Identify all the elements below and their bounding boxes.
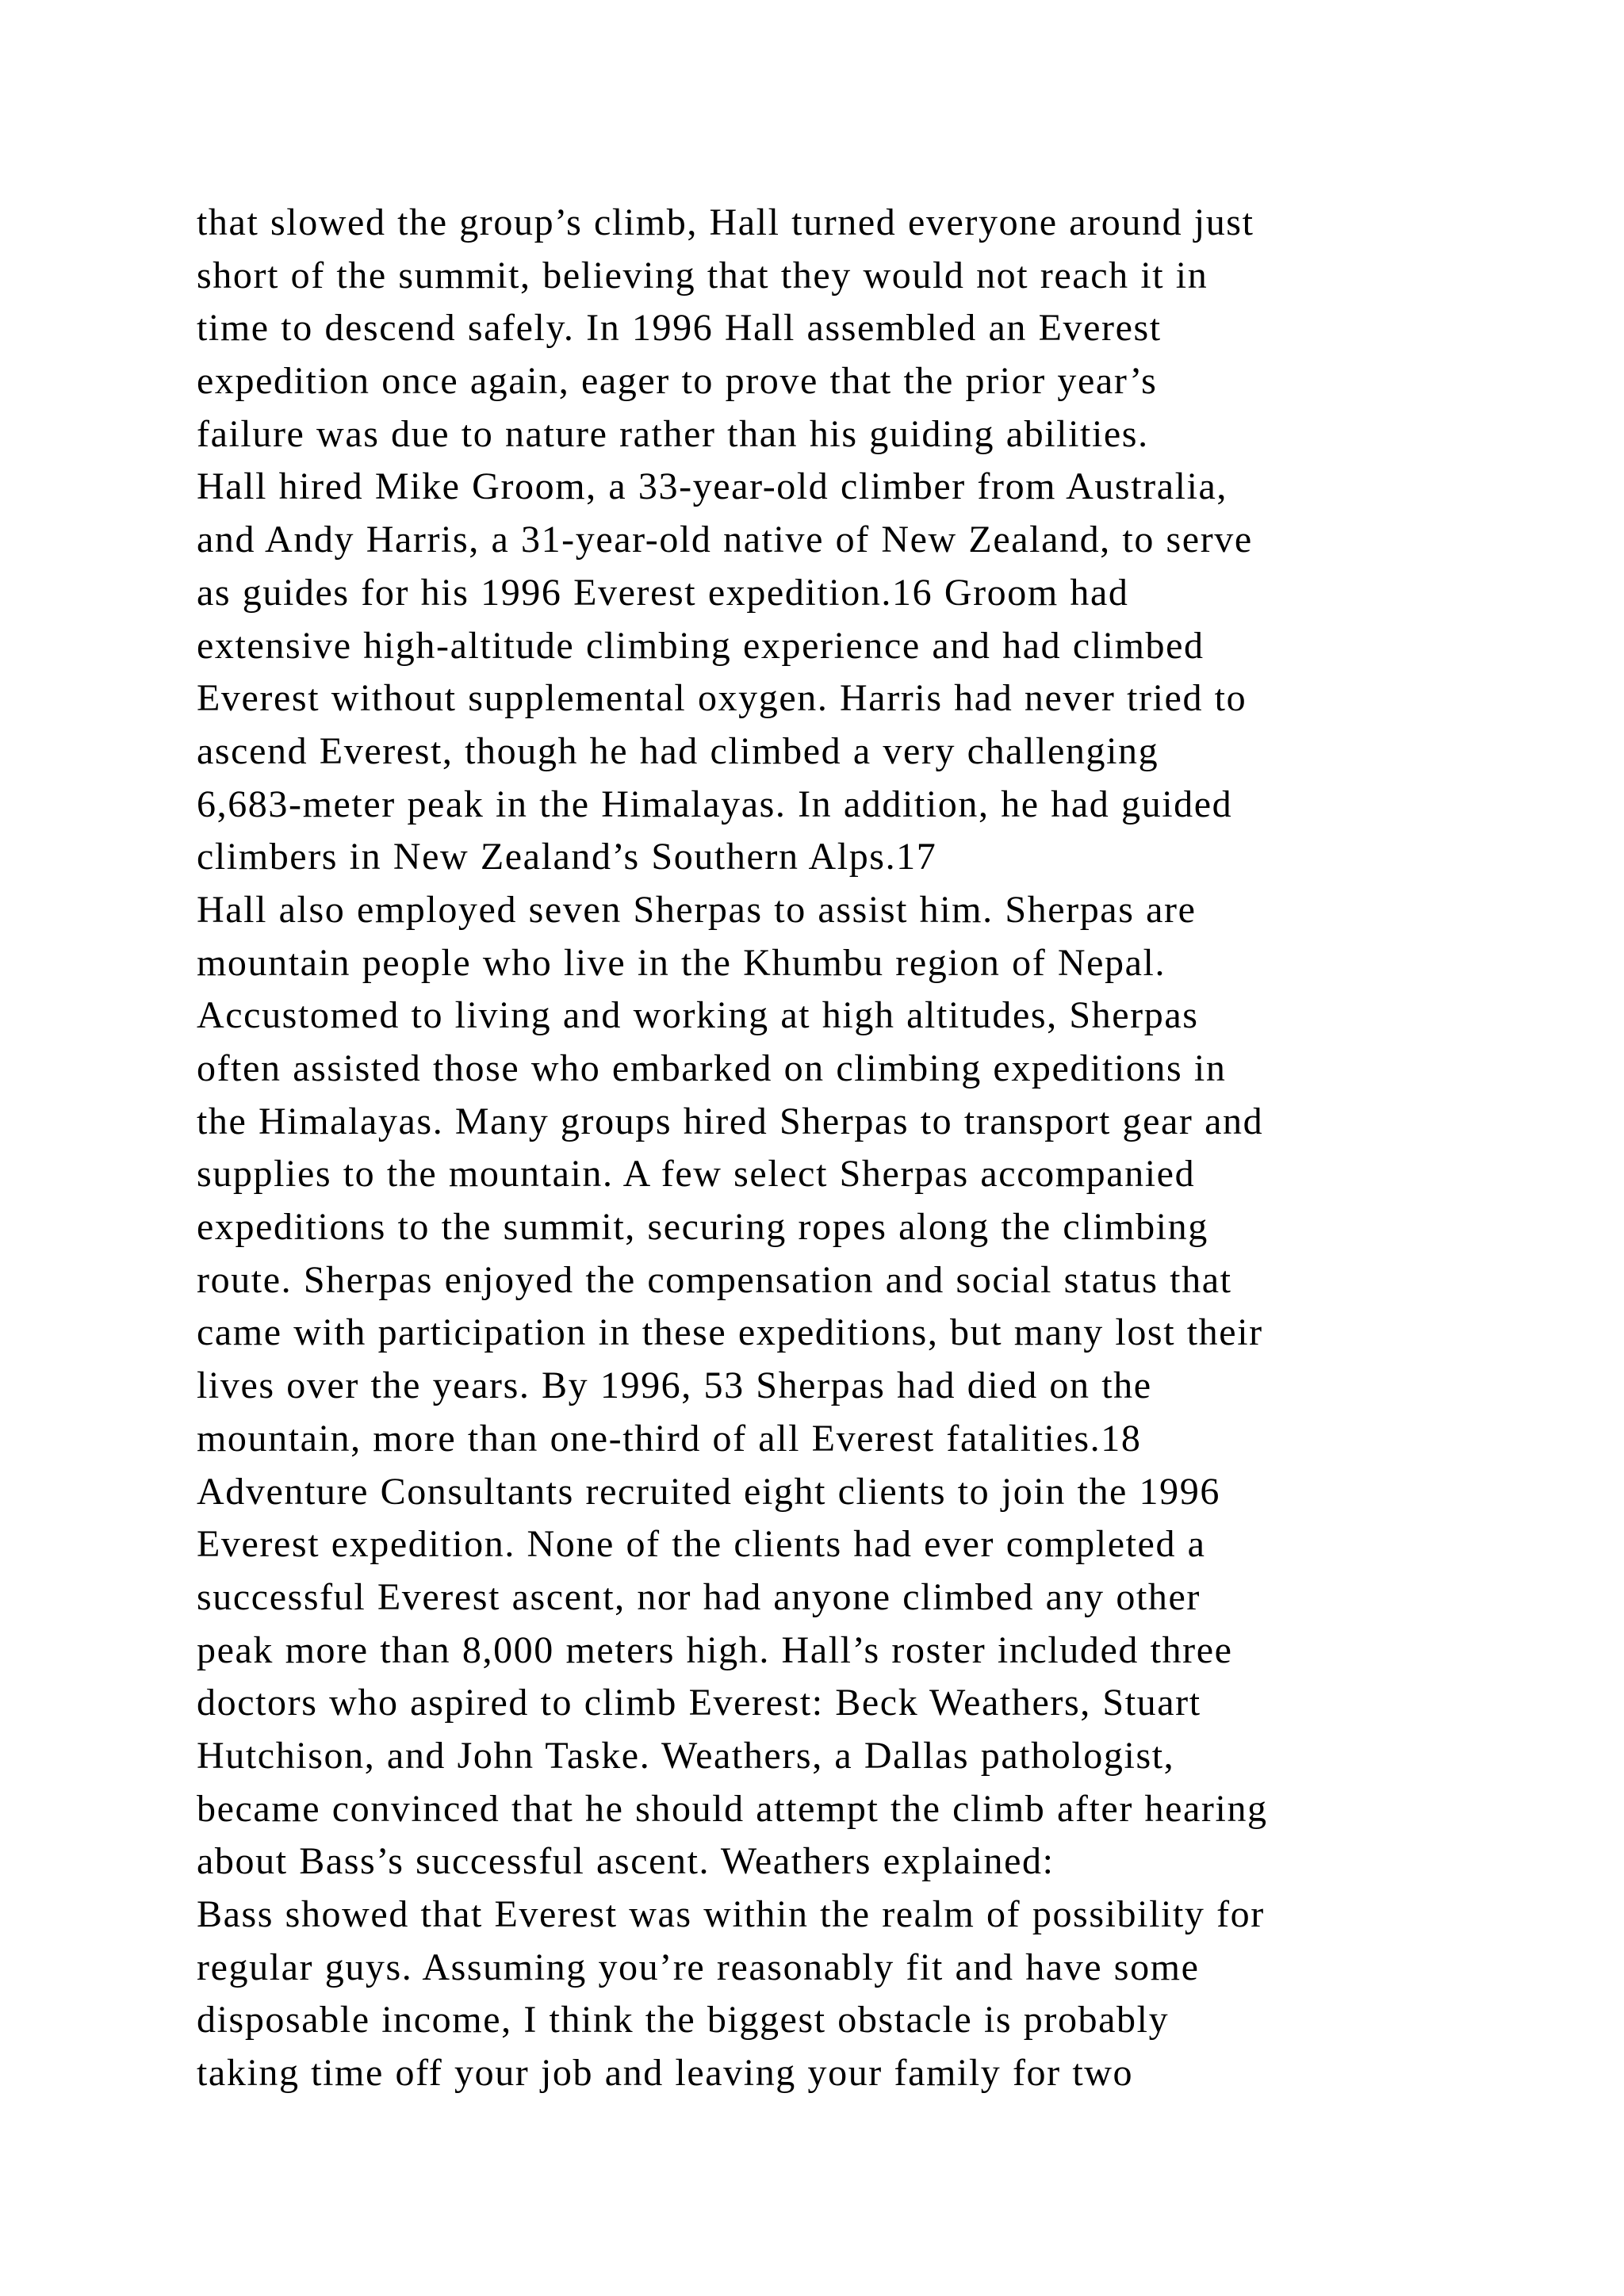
text-line: mountain people who live in the Khumbu region of Nepal. xyxy=(197,941,1166,984)
text-line: and Andy Harris, a 31-year-old native of New Zealand, to serve xyxy=(197,519,1253,561)
text-line: peak more than 8,000 meters high. Hall’s roster included three xyxy=(197,1628,1233,1671)
text-line: short of the summit, believing that they would not reach it in xyxy=(197,254,1208,297)
text-line: climbers in New Zealand’s Southern Alps.17 xyxy=(197,836,937,878)
text-line: Accustomed to living and working at high altitudes, Sherpas xyxy=(197,994,1199,1037)
text-line: Hall hired Mike Groom, a 33-year-old climber from Australia, xyxy=(197,465,1228,508)
text-line: Hall also employed seven Sherpas to assist him. Sherpas are xyxy=(197,888,1197,931)
text-line: mountain, more than one-third of all Everest fatalities.18 xyxy=(197,1417,1142,1460)
text-line: doctors who aspired to climb Everest: Beck Weathers, Stuart xyxy=(197,1682,1201,1724)
text-line: ascend Everest, though he had climbed a very challenging xyxy=(197,729,1159,772)
text-line: the Himalayas. Many groups hired Sherpas to transport gear and xyxy=(197,1100,1264,1142)
text-line: extensive high-altitude climbing experience and had climbed xyxy=(197,624,1205,667)
text-line: Everest without supplemental oxygen. Harris had never tried to xyxy=(197,677,1247,720)
body-text xyxy=(197,197,1505,2100)
text-line: supplies to the mountain. A few select Sherpas accompanied xyxy=(197,1153,1196,1196)
text-line: as guides for his 1996 Everest expedition.16 Groom had xyxy=(197,571,1129,614)
text-line: lives over the years. By 1996, 53 Sherpas had died on the xyxy=(197,1364,1152,1407)
text-line: Adventure Consultants recruited eight clients to join the 1996 xyxy=(197,1470,1220,1513)
text-line: became convinced that he should attempt the climb after hearing xyxy=(197,1787,1268,1830)
text-line: that slowed the group’s climb, Hall turned everyone around just xyxy=(197,201,1254,243)
text-line: disposable income, I think the biggest obstacle is probably xyxy=(197,1999,1170,2042)
text-line: often assisted those who embarked on climbing expeditions in xyxy=(197,1047,1227,1089)
text-line: expedition once again, eager to prove that the prior year’s xyxy=(197,360,1158,403)
text-line: Hutchison, and John Taske. Weathers, a Dallas pathologist, xyxy=(197,1734,1175,1777)
text-line: expeditions to the summit, securing ropes along the climbing xyxy=(197,1206,1208,1249)
text-line: taking time off your job and leaving your family for two xyxy=(197,2052,1134,2095)
text-line: Bass showed that Everest was within the realm of possibility for xyxy=(197,1893,1265,1935)
text-line: time to descend safely. In 1996 Hall assembled an Everest xyxy=(197,307,1162,350)
text-line: Everest expedition. None of the clients had ever completed a xyxy=(197,1523,1206,1566)
text-line: 6,683-meter peak in the Himalayas. In addition, he had guided xyxy=(197,783,1233,825)
text-line: regular guys. Assuming you’re reasonably fit and have some xyxy=(197,1946,1200,1988)
text-line: failure was due to nature rather than his guiding abilities. xyxy=(197,412,1149,455)
text-line: route. Sherpas enjoyed the compensation and social status that xyxy=(197,1258,1232,1301)
text-line: about Bass’s successful ascent. Weathers explained: xyxy=(197,1840,1055,1883)
text-line: successful Everest ascent, nor had anyone climbed any other xyxy=(197,1575,1201,1618)
text-line: came with participation in these expeditions, but many lost their xyxy=(197,1311,1263,1354)
